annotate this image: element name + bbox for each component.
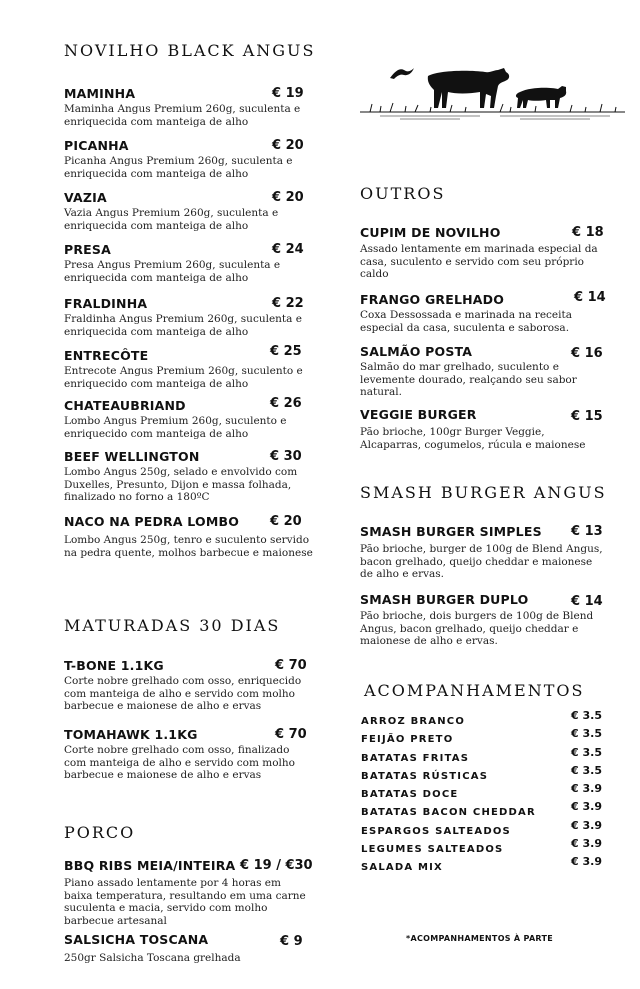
item-description: Pão brioche, burger de 100g de Blend Angus, bacon grelhado, queijo cheddar e maionese de alho e ervas.	[360, 543, 603, 580]
menu-item-smash-simples	[360, 524, 605, 581]
item-description: Assado lentamente em marinada especial da casa, suculento e servido com seu próprio caldo	[360, 243, 598, 280]
item-name: CHATEAUBRIAND	[64, 398, 186, 413]
menu-item-fraldinha	[64, 296, 304, 338]
menu-item-chateaubriand	[64, 398, 304, 440]
menu-item-vazia	[64, 190, 304, 232]
item-description: Vazia Angus Premium 260g, suculenta e enriquecida com manteiga de alho	[64, 207, 279, 232]
sides-list	[361, 711, 606, 876]
item-description: Salmão do mar grelhado, suculento e levemente dourado, realçando seu sabor natural.	[360, 361, 577, 398]
side-name: BATATAS RÚSTICAS	[361, 770, 489, 782]
menu-item-cupim	[360, 225, 605, 281]
side-name: BATATAS BACON CHEDDAR	[361, 807, 536, 819]
item-price: € 15	[571, 409, 603, 424]
list-item	[361, 784, 606, 802]
side-name: ESPARGOS SALTEADOS	[361, 825, 511, 837]
item-name: SALSICHA TOSCANA	[64, 932, 209, 947]
item-description: Corte nobre grelhado com osso, finalizado com manteiga de alho e servido com molho barbecue e maionese de alho e ervas	[64, 744, 295, 781]
side-price: € 3.9	[571, 782, 602, 796]
item-price: € 14	[571, 594, 603, 609]
side-price: € 3.9	[571, 800, 602, 814]
item-name: BBQ RIBS MEIA/INTEIRA	[64, 858, 236, 873]
item-description: Corte nobre grelhado com osso, enriquecido com manteiga de alho e servido com molho barbecue e maionese de alho e ervas	[64, 675, 302, 712]
item-name: PRESA	[64, 242, 112, 257]
side-name: FEIJÃO PRETO	[361, 734, 454, 746]
item-description: Maminha Angus Premium 260g, suculenta e enriquecida com manteiga de alho	[64, 103, 301, 128]
item-price: € 19 / €30	[240, 858, 313, 873]
list-item	[361, 802, 606, 820]
item-name: VEGGIE BURGER	[360, 407, 477, 422]
item-description: Picanha Angus Premium 260g, suculenta e enriquecida com manteiga de alho	[64, 155, 293, 180]
item-name: MAMINHA	[64, 86, 136, 101]
side-price: € 3.5	[571, 763, 602, 777]
menu-item-presa	[64, 242, 304, 284]
side-name: ARROZ BRANCO	[361, 716, 466, 727]
side-price: € 3.9	[571, 855, 602, 869]
menu-item-salmao	[360, 344, 605, 399]
menu-item-salsicha-toscana	[64, 932, 309, 965]
item-name: NACO NA PEDRA LOMBO	[64, 514, 240, 529]
menu-item-picanha	[64, 138, 304, 180]
side-name: BATATAS DOCE	[361, 789, 459, 801]
side-price: € 3.5	[571, 745, 602, 759]
menu-item-frango	[360, 292, 605, 334]
menu-item-beef-wellington	[64, 449, 304, 504]
item-name: VAZIA	[64, 190, 107, 205]
menu-item-bbq-ribs	[64, 858, 313, 927]
item-name: PICANHA	[64, 138, 129, 153]
item-description: Pão brioche, dois burgers de 100g de Blend Angus, bacon grelhado, queijo cheddar e maionese de alho e ervas.	[360, 610, 594, 647]
item-description: Coxa Dessossada e marinada na receita especial da casa, suculenta e saborosa.	[360, 309, 572, 334]
side-name: BATATAS FRITAS	[361, 752, 470, 764]
list-item	[361, 857, 606, 875]
item-description: Pão brioche, 100gr Burger Veggie, Alcaparras, cogumelos, rúcula e maionese	[360, 426, 586, 451]
item-name: BEEF WELLINGTON	[64, 449, 200, 464]
menu-item-maminha	[64, 86, 304, 128]
item-price: € 30	[270, 449, 302, 464]
item-name: T-BONE 1.1KG	[64, 658, 164, 673]
side-price: € 3.9	[571, 837, 602, 851]
section-title-novilho: NOVILHO BLACK ANGUS	[64, 41, 316, 60]
side-name: LEGUMES SALTEADOS	[361, 844, 504, 856]
item-price: € 24	[272, 242, 304, 257]
item-description: Lombo Angus 250g, tenro e suculento servido na pedra quente, molhos barbecue e maionese	[64, 534, 313, 559]
item-price: € 19	[272, 86, 304, 101]
cattle-illustration	[360, 62, 625, 128]
menu-item-tomahawk	[64, 727, 309, 782]
item-description: Lombo Angus 250g, selado e envolvido com Duxelles, Presunto, Dijon e massa folhada, finalizado no forno a 180ºC	[64, 466, 298, 503]
item-name: SMASH BURGER SIMPLES	[360, 524, 542, 539]
item-price: € 70	[275, 658, 307, 673]
side-price: € 3.5	[571, 709, 602, 722]
item-description: Entrecote Angus Premium 260g, suculento e enriquecido com manteiga de alho	[64, 365, 303, 390]
item-price: € 18	[572, 225, 604, 240]
item-price: € 14	[574, 290, 606, 305]
section-title-maturadas: MATURADAS 30 DIAS	[64, 616, 281, 635]
item-name: CUPIM DE NOVILHO	[360, 225, 501, 240]
item-description: Presa Angus Premium 260g, suculenta e enriquecida com manteiga de alho	[64, 259, 281, 284]
item-price: € 20	[272, 138, 304, 153]
side-price: € 3.9	[571, 818, 602, 832]
section-title-porco: PORCO	[64, 823, 136, 842]
item-price: € 9	[280, 934, 303, 949]
item-name: ENTRECÔTE	[64, 348, 149, 363]
item-name: FRALDINHA	[64, 296, 148, 311]
list-item	[361, 711, 606, 729]
list-item	[361, 745, 606, 766]
item-price: € 70	[275, 727, 307, 742]
item-description: Piano assado lentamente por 4 horas em baixa temperatura, resultando em uma carne suculenta e macia, servido com molho barbecue artesanal	[64, 877, 306, 927]
side-name: SALADA MIX	[361, 862, 443, 874]
section-title-outros: OUTROS	[360, 184, 446, 203]
sides-footnote: *ACOMPANHAMENTOS À PARTE	[406, 934, 554, 943]
item-price: € 26	[270, 396, 302, 411]
item-price: € 13	[571, 524, 603, 539]
menu-item-t-bone	[64, 658, 309, 713]
section-title-acompanhamentos: ACOMPANHAMENTOS	[364, 681, 585, 700]
item-name: FRANGO GRELHADO	[360, 292, 505, 307]
item-name: SALMÃO POSTA	[360, 344, 473, 359]
item-price: € 16	[571, 346, 603, 361]
item-price: € 20	[270, 514, 302, 529]
item-description: Lombo Angus Premium 260g, suculento e enriquecido com manteiga de alho	[64, 415, 287, 440]
menu-item-entrecote	[64, 344, 304, 390]
item-description: 250gr Salsicha Toscana grelhada	[64, 952, 241, 964]
section-title-smash: SMASH BURGER ANGUS	[360, 483, 607, 502]
item-price: € 20	[272, 190, 304, 205]
menu-item-veggie-burger	[360, 407, 605, 451]
item-name: SMASH BURGER DUPLO	[360, 592, 529, 607]
side-price: € 3.5	[571, 727, 602, 741]
list-item	[361, 818, 606, 839]
list-item	[361, 729, 606, 747]
menu-item-naco-na-pedra	[64, 514, 314, 559]
menu-item-smash-duplo	[360, 592, 605, 648]
item-name: TOMAHAWK 1.1KG	[64, 727, 198, 742]
item-price: € 25	[270, 344, 302, 359]
item-description: Fraldinha Angus Premium 260g, suculenta e enriquecida com manteiga de alho	[64, 313, 302, 338]
list-item	[361, 839, 606, 857]
list-item	[361, 763, 606, 784]
item-price: € 22	[272, 296, 304, 311]
